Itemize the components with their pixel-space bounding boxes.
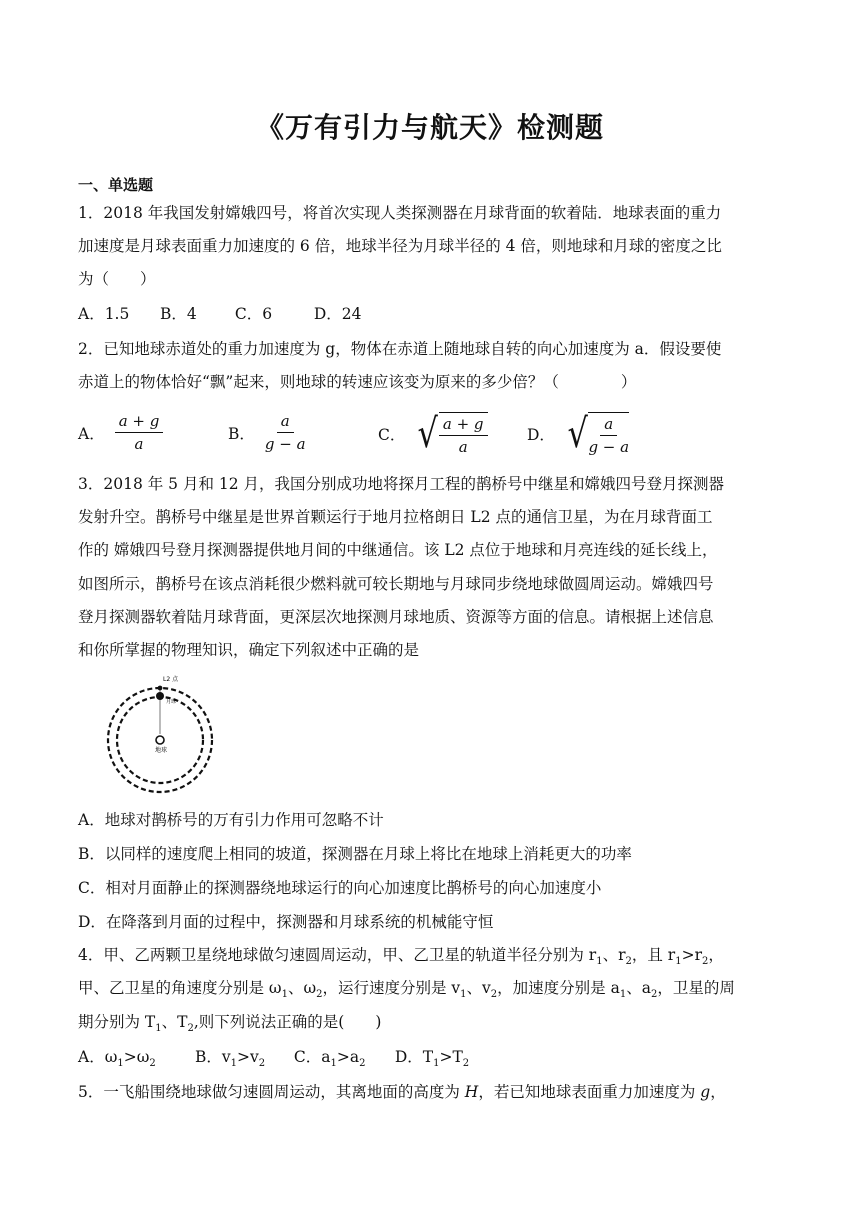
q3-option-a: A．地球对鹊桥号的万有引力作用可忽略不计 [78,811,384,829]
q3-line-6: 和你所掌握的物理知识，确定下列叙述中正确的是 [78,641,420,659]
earth-icon [156,736,164,744]
q3-line-3: 作的 嫦娥四号登月探测器提供地月间的中继通信。该 L2 点位于地球和月亮连线的延长线上， [78,541,718,559]
q1-options [78,304,361,324]
q3-line-1: 3．2018 年 5 月和 12 月，我国分别成功地将探月工程的鹊桥号中继星和嫦娥四号登月探测器 [78,475,725,493]
fraction: $\frac{a + g}{a}$ [115,412,164,453]
orbit-diagram [100,670,232,800]
q3-line-4: 如图所示，鹊桥号在该点消耗很少燃料就可较长期地与月球同步绕地球做圆周运动。嫦娥四号 [78,575,714,593]
q2-line-2: 赤道上的物体恰好“飘”起来，则地球的转速应该变为原来的多少倍？（ ） [78,373,637,391]
square-root: √ $\frac{a + g}{a}$ [415,412,487,456]
q2-option-a: A． $\frac{a + g}{a}$ [78,412,163,453]
q4-line-3: 期分别为 $T_1$、$T_2$,则下列说法正确的是( ) [78,1013,382,1035]
q1-line-3: 为（ ） [78,270,156,288]
q4-option-b: B．$v_1>v_2$ [194,1048,266,1070]
section-heading: 一、单选题 [78,176,154,194]
q2-option-d: D． √ $\frac{a}{g - a}$ [527,411,630,457]
q4-option-c: C．$a_1>a_2$ [293,1048,366,1070]
q4-line-1: 4．甲、乙两颗卫星绕地球做匀速圆周运动，甲、乙卫星的轨道半径分别为 $r_1$、$r_2$，且 $r_1>r_2$， [78,946,724,968]
square-root: √ $\frac{a}{g - a}$ [567,411,630,457]
q2-option-c: C． √ $\frac{a + g}{a}$ [378,412,488,456]
moon-icon [156,692,164,700]
q3-option-b: B．以同样的速度爬上相同的坡道，探测器在月球上将比在地球上消耗更大的功率 [78,845,632,863]
l2-label: L2 点 [163,676,179,683]
q4-line-2: 甲、乙卫星的角速度分别是 $\omega_1$、$\omega_2$，运行速度分别是 $v_1$、$v_2$，加速度分别是 $a_1$、$a_2$，卫星的周 [78,979,735,1001]
q5-line-1: 5．一飞船围绕地球做匀速圆周运动，其离地面的高度为 H，若已知地球表面重力加速度为 g， [78,1083,726,1101]
q1-option-b: B．4 [159,305,197,323]
l2-point [158,686,163,691]
radical-sign-icon: √ [417,411,439,457]
q1-line-1: 1．2018 年我国发射嫦娥四号，将首次实现人类探测器在月球背面的软着陆．地球表面的重力 [78,204,722,222]
q1-line-2: 加速度是月球表面重力加速度的 6 倍，地球半径为月球半径的 4 倍，则地球和月球的密度之比 [78,237,722,255]
q2-option-b: B． $\frac{a}{g - a}$ [228,412,306,453]
fraction: $\frac{a}{g - a}$ [264,412,306,453]
q3-line-5: 登月探测器软着陆月球背面，更深层次地探测月球地质、资源等方面的信息。请根据上述信息 [78,608,714,626]
q4-option-a: A．$\omega_1>\omega_2$ [78,1048,156,1070]
radical-sign-icon: √ [567,411,588,457]
q4-options [78,1047,469,1074]
q4-option-d: D．$T_1>T_2$ [394,1048,470,1070]
q1-option-c: C．6 [234,305,273,323]
q3-line-2: 发射升空。鹊桥号中继星是世界首颗运行于地月拉格朗日 L2 点的通信卫星，为在月球背面工 [78,508,713,526]
q1-option-d: D．24 [313,305,362,323]
moon-label: 月球 [166,699,177,705]
earth-label: 地球 [155,747,168,754]
q1-option-a: A．1.5 [78,305,130,323]
q3-option-c: C．相对月面静止的探测器绕地球运行的向心加速度比鹊桥号的向心加速度小 [78,879,602,897]
q3-option-d: D．在降落到月面的过程中，探测器和月球系统的机械能守恒 [78,913,494,931]
page-title: 《万有引力与航天》检测题 [255,111,604,144]
q2-line-1: 2．已知地球赤道处的重力加速度为 g，物体在赤道上随地球自转的向心加速度为 a．假设要使 [78,340,722,358]
